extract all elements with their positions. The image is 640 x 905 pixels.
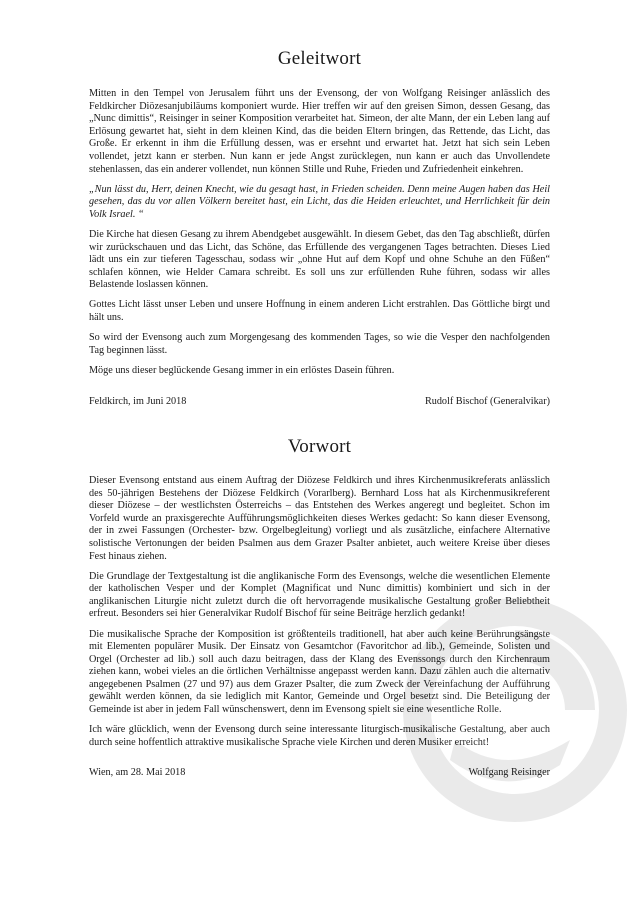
geleitwort-paragraph: So wird der Evensong auch zum Morgengesang des kommenden Tages, so wie die Vesper den nachfolgenden Tag beginnen lässt. bbox=[89, 332, 550, 356]
geleitwort-author: Rudolf Bischof (Generalvikar) bbox=[424, 396, 550, 408]
geleitwort-paragraph: Mitten in den Tempel von Jerusalem führt uns der Evensong, der von Wolfgang Reisinger anlässlich des Feldkircher Diözesanjubiläums komponiert wurde. Hier treffen wir auf den greisen Simon, dessen Gesang, das „Nunc dimittis“, Reisinger in seiner Komposition verarbeitet hat. Simeon, der alte Mann, der ein Leben lang auf Erlösung gewartet hat, sieht in dem kleinen Kind, das die beiden Eltern bringen, das Rettende, das Licht, das Große. Er erkennt in ihm die Erfüllung dessen, was er ersehnt und erwartet hat. Jetzt hat sich sein Leben vollendet, jetzt kann er sterben. Nun kann er jede Angst zurücklegen, nun kann er auch das Unvollendete stehenlassen, das ein anderer vollendet, nun können Stille und Ruhe, Frieden und Zufriedenheit einkehren. bbox=[89, 88, 550, 175]
vorwort-signature bbox=[89, 767, 550, 780]
geleitwort-title: Geleitwort bbox=[277, 48, 362, 69]
vorwort-paragraph: Die Grundlage der Textgestaltung ist die anglikanische Form des Evensongs, welche die wesentlichen Elemente der katholischen Vesper und der Komplet (Magnificat und Nunc dimittis) kombiniert und sich in der anglikanischen Liturgie nicht zuletzt durch die oft hervorragende musikalische Gestaltung großer Beliebtheit erfreut. Besonders sei hier Generalvikar Rudolf Bischof für seine Beiträge herzlich gedankt! bbox=[89, 570, 550, 620]
geleitwort-quote: „Nun lässt du, Herr, deinen Knecht, wie du gesagt hast, in Frieden scheiden. Denn meine Augen haben das Heil gesehen, das du vor allen Völkern bereitet hast, ein Licht, das die Heiden erleuchtet, und Herrlichkeit für dein Volk Israel. “ bbox=[89, 183, 550, 220]
geleitwort-section bbox=[89, 48, 550, 409]
vorwort-author: Wolfgang Reisinger bbox=[468, 767, 550, 779]
vorwort-section bbox=[89, 436, 550, 780]
geleitwort-signature bbox=[89, 396, 550, 409]
vorwort-paragraph: Dieser Evensong entstand aus einem Auftrag der Diözese Feldkirch und ihres Kirchenmusikreferats anlässlich des 50-jährigen Bestehens der Diözese Feldkirch (Vorarlberg). Bernhard Loss hat als Kirchenmusikreferent dieser Diözese – der westlichsten Österreichs – das Entstehen des Werkes angeregt und begleitet. Schon im Vorfeld wurde an praxisgerechte Aufführungsmöglichkeiten dieses Werkes gedacht: So kann dieser Evensong, der in zwei Fassungen (Orchester- bzw. Orgelbegleitung) vorliegt und als zusätzliche, einfachere Alternative solistische Vertonungen der beiden Psalmen aus dem Grazer Psalter anbietet, auch weitere Kreise über dieses Fest hinaus ziehen. bbox=[89, 474, 550, 562]
document-page bbox=[89, 48, 550, 780]
vorwort-paragraph: Ich wäre glücklich, wenn der Evensong durch seine interessante liturgisch-musikalische Gestaltung, aber auch durch seine hoffentlich attraktive musikalische Sprache viele Kirchen und deren Musiker erreicht! bbox=[89, 724, 550, 748]
geleitwort-paragraph: Gottes Licht lässt unser Leben und unsere Hoffnung in einem anderen Licht erstrahlen. Das Göttliche birgt und hält uns. bbox=[89, 299, 550, 323]
geleitwort-place-date: Feldkirch, im Juni 2018 bbox=[89, 396, 187, 408]
vorwort-place-date: Wien, am 28. Mai 2018 bbox=[89, 767, 186, 779]
vorwort-title: Vorwort bbox=[287, 435, 352, 457]
geleitwort-paragraph: Die Kirche hat diesen Gesang zu ihrem Abendgebet ausgewählt. In diesem Gebet, das den Tag abschließt, dürfen wir zurückschauen und das Licht, das Schöne, das Erfüllende des vergangenen Tages betrachten. Dieses Lied lädt uns ein zur tieferen Tagesschau, sodass wir „ohne Hut auf dem Kopf und ohne Schuhe an den Füßen“ schlafen können, wie Helder Camara schreibt. Es soll uns zur erfüllenden Ruhe führen, sodass wir alles Belastende loslassen können. bbox=[89, 228, 550, 291]
geleitwort-paragraph: Möge uns dieser beglückende Gesang immer in ein erlöstes Dasein führen. bbox=[89, 364, 395, 376]
vorwort-paragraph: Die musikalische Sprache der Komposition ist größtenteils traditionell, hat aber auch keine Berührungsängste mit Elementen populärer Musik. Der Einsatz von Gesamtchor (Favoritchor ad lib.), Gemeinde, Solisten und Orgel (Orchester ad lib.) soll auch dazu beitragen, dass der Klang des Evenssongs durch den Kirchenraum ziehen kann, wobei vieles an die örtlichen Verhältnisse angepasst werden kann. Dazu zählen auch die alternativ angegebenen Psalmen (27 und 97) aus dem Grazer Psalter, die zum Zweck der Vereinfachung der Aufführung gewählt werden können, da sie lediglich mit Kantor, Gemeinde und Orgel besetzt sind. Die Beteiligung der Gemeinde ist aber in jedem Fall wünschenswert, denn im Evensong spielt sie eine wesentliche Rolle. bbox=[89, 628, 550, 716]
